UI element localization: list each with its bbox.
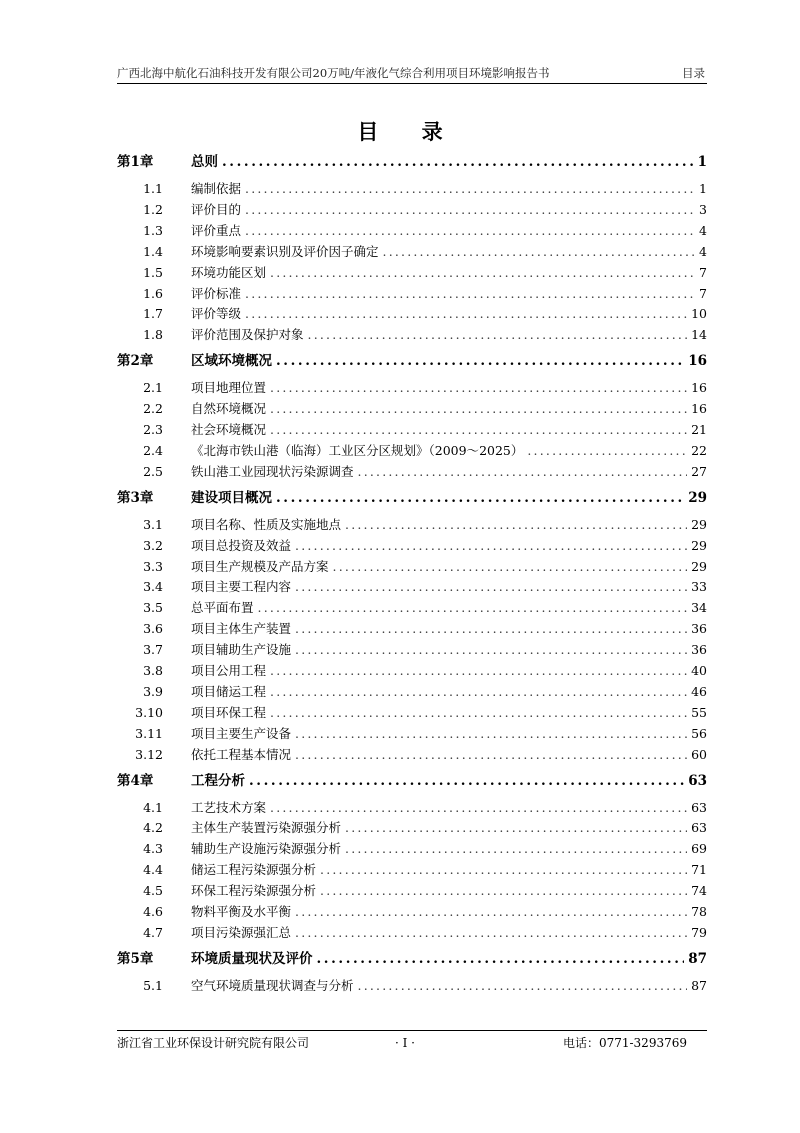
- toc-entry-title: 项目主体生产装置: [191, 621, 292, 637]
- toc-entry-title: 铁山港工业园现状污染源调查: [191, 463, 354, 479]
- footer-page-number: · I ·: [395, 1036, 415, 1050]
- toc-entry-number: 3.5: [143, 600, 163, 616]
- toc-entry-title: 项目储运工程: [191, 683, 267, 699]
- toc-entry-title: 辅助生产设施污染源强分析: [191, 841, 342, 857]
- toc-entry-number: 1.7: [143, 306, 163, 322]
- toc-entry-number: 3.12: [135, 746, 163, 762]
- page-title: 目 录: [357, 119, 461, 144]
- toc-entry-page: 3: [699, 201, 707, 217]
- toc-entry-page: 34: [691, 600, 707, 616]
- toc-entry-number: 3.8: [143, 663, 163, 678]
- toc-entry-number: 4.1: [143, 799, 163, 815]
- toc-dot-leader: [270, 660, 687, 681]
- toc-entry-page: 74: [691, 883, 707, 899]
- toc-dot-leader: [295, 535, 687, 556]
- toc-entry-page: 4: [699, 222, 707, 238]
- toc-entry-page: 29: [691, 558, 707, 574]
- toc-entry-title: 工程分析: [191, 772, 245, 789]
- toc-entry-title: 空气环境质量现状调查与分析: [191, 977, 354, 993]
- toc-entry-number: 1.8: [143, 327, 163, 343]
- toc-entry-page: 14: [691, 327, 707, 343]
- toc-entry-page: 33: [691, 579, 707, 595]
- toc-section-entry[interactable]: [117, 744, 707, 765]
- toc-entry-title: 项目名称、性质及实施地点: [191, 516, 342, 532]
- toc-entry-page: 27: [691, 463, 707, 479]
- toc-entry-number: 3.6: [143, 621, 163, 637]
- toc-entry-page: 36: [691, 621, 707, 637]
- toc-entry-number: 3.2: [143, 537, 163, 553]
- toc-entry-page: 63: [691, 820, 707, 836]
- toc-section-entry[interactable]: [117, 220, 707, 241]
- toc-dot-leader: [270, 262, 695, 283]
- toc-entry-page: 63: [688, 772, 707, 789]
- toc-entry-title: 社会环境概况: [191, 422, 267, 437]
- toc-dot-leader: [270, 681, 687, 702]
- toc-entry-title: 区域环境概况: [191, 353, 272, 370]
- toc-dot-leader: [270, 377, 687, 398]
- toc-entry-number: 2.4: [143, 442, 163, 458]
- toc-entry-number: 2.5: [143, 463, 163, 479]
- toc-dot-leader: [270, 702, 687, 723]
- toc-section-entry[interactable]: [117, 178, 707, 199]
- toc-dot-leader: [320, 859, 687, 880]
- toc-entry-page: 71: [691, 862, 707, 878]
- toc-entry-page: 87: [691, 977, 707, 993]
- footer-divider: [117, 1030, 707, 1031]
- running-footer: [117, 1034, 707, 1052]
- toc-entry-number: 3.4: [143, 579, 163, 595]
- toc-entry-page: 56: [691, 725, 707, 741]
- footer-company: 浙江省工业环保设计研究院有限公司: [117, 1036, 310, 1050]
- toc-dot-leader: [295, 744, 687, 765]
- toc-entry-page: 1: [697, 154, 707, 170]
- toc-section-entry[interactable]: [117, 199, 707, 220]
- toc-entry-title: 主体生产装置污染源强分析: [191, 820, 342, 836]
- header-report-title: 广西北海中航化石油科技开发有限公司20万吨/年液化气综合利用项目环境影响报告书: [117, 66, 550, 80]
- toc-section-entry[interactable]: [117, 283, 707, 304]
- toc-entry-number: 5.1: [143, 977, 163, 993]
- toc-entry-title: 项目公用工程: [191, 663, 267, 678]
- toc-entry-page: 69: [691, 841, 707, 857]
- toc-entry-page: 60: [691, 746, 707, 762]
- toc-entry-page: 22: [691, 442, 707, 458]
- toc-entry-number: 2.2: [143, 401, 163, 417]
- toc-dot-leader: [527, 440, 687, 461]
- toc-dot-leader: [295, 618, 687, 639]
- toc-entry-page: 29: [691, 516, 707, 532]
- toc-entry-number: 第2章: [117, 353, 154, 370]
- toc-dot-leader: [245, 283, 695, 304]
- toc-entry-page: 16: [691, 401, 707, 417]
- toc-section-entry[interactable]: [117, 324, 707, 345]
- toc-section-entry[interactable]: [117, 241, 707, 262]
- toc-entry-number: 第1章: [117, 154, 154, 170]
- toc-dot-leader: [270, 419, 687, 440]
- toc-entry-page: 55: [691, 704, 707, 720]
- toc-chapter-entry[interactable]: [117, 351, 707, 372]
- toc-entry-number: 1.3: [143, 222, 163, 238]
- toc-section-entry[interactable]: [117, 639, 707, 660]
- toc-dot-leader: [270, 398, 687, 419]
- toc-entry-title: 项目污染源强汇总: [191, 924, 292, 940]
- toc-dot-leader: [258, 597, 688, 618]
- toc-section-entry[interactable]: [117, 702, 707, 723]
- toc-section-entry[interactable]: [117, 514, 707, 535]
- toc-dot-leader: [245, 220, 695, 241]
- toc-section-entry[interactable]: [117, 901, 707, 922]
- toc-dot-leader: [249, 771, 684, 792]
- toc-entry-number: 4.6: [143, 904, 163, 919]
- toc-dot-leader: [276, 488, 684, 509]
- toc-section-entry[interactable]: [117, 303, 707, 324]
- toc-entry-title: 储运工程污染源强分析: [191, 862, 317, 878]
- toc-section-entry[interactable]: [117, 723, 707, 744]
- toc-section-entry[interactable]: [117, 880, 707, 901]
- toc-entry-page: 36: [691, 642, 707, 658]
- toc-section-entry[interactable]: [117, 797, 707, 818]
- toc-chapter-entry[interactable]: [117, 949, 707, 970]
- toc-dot-leader: [345, 838, 687, 859]
- footer-phone: 电话：0771-3293769: [562, 1036, 687, 1050]
- toc-entry-number: 4.2: [143, 820, 163, 836]
- toc-entry-page: 7: [699, 285, 707, 301]
- toc-section-entry[interactable]: [117, 597, 707, 618]
- toc-entry-number: 2.1: [143, 380, 163, 396]
- toc-dot-leader: [358, 461, 688, 482]
- toc-entry-title: 总平面布置: [191, 600, 254, 616]
- toc-entry-number: 1.4: [143, 243, 163, 259]
- toc-entry-title: 《北海市铁山港（临海）工业区分区规划》（2009～2025）: [191, 442, 524, 458]
- toc-entry-page: 40: [691, 663, 707, 678]
- toc-entry-page: 16: [688, 353, 707, 370]
- toc-entry-title: 环保工程污染源强分析: [191, 883, 317, 899]
- toc-entry-number: 2.3: [143, 422, 163, 437]
- running-header: [117, 64, 707, 82]
- toc-entry-title: 总则: [191, 154, 218, 170]
- toc-entry-page: 78: [691, 904, 707, 919]
- toc-dot-leader: [222, 152, 694, 173]
- toc-entry-page: 4: [699, 243, 707, 259]
- toc-dot-leader: [345, 514, 687, 535]
- toc-section-entry[interactable]: [117, 419, 707, 440]
- toc-dot-leader: [317, 949, 685, 970]
- toc-entry-title: 评价等级: [191, 306, 242, 322]
- header-section-name: 目录: [682, 66, 705, 80]
- toc-entry-number: 4.5: [143, 883, 163, 899]
- toc-section-entry[interactable]: [117, 660, 707, 681]
- toc-entry-number: 第3章: [117, 489, 154, 506]
- toc-dot-leader: [333, 556, 688, 577]
- toc-dot-leader: [295, 639, 687, 660]
- toc-entry-page: 63: [691, 799, 707, 815]
- toc-entry-title: 工艺技术方案: [191, 799, 267, 815]
- toc-section-entry[interactable]: [117, 377, 707, 398]
- toc-entry-number: 3.10: [135, 704, 163, 720]
- toc-entry-page: 10: [691, 306, 707, 322]
- toc-entry-title: 自然环境概况: [191, 401, 267, 417]
- toc-dot-leader: [295, 901, 687, 922]
- toc-dot-leader: [295, 922, 687, 943]
- toc-dot-leader: [345, 817, 687, 838]
- toc-dot-leader: [276, 351, 684, 372]
- toc-section-entry[interactable]: [117, 461, 707, 482]
- toc-entry-title: 评价目的: [191, 201, 242, 217]
- toc-entry-title: 项目主要工程内容: [191, 579, 292, 595]
- toc-entry-page: 46: [691, 683, 707, 699]
- toc-section-entry[interactable]: [117, 618, 707, 639]
- toc-section-entry[interactable]: [117, 556, 707, 577]
- toc-dot-leader: [320, 880, 687, 901]
- toc-entry-number: 第4章: [117, 772, 154, 789]
- toc-section-entry[interactable]: [117, 817, 707, 838]
- toc-entry-number: 第5章: [117, 950, 154, 967]
- toc-entry-title: 物料平衡及水平衡: [191, 904, 292, 919]
- toc-entry-title: 项目总投资及效益: [191, 537, 292, 553]
- toc-entry-title: 环境质量现状及评价: [191, 950, 313, 967]
- toc-dot-leader: [270, 797, 687, 818]
- toc-section-entry[interactable]: [117, 535, 707, 556]
- toc-chapter-entry[interactable]: [117, 488, 707, 509]
- toc-dot-leader: [358, 975, 688, 996]
- toc-entry-title: 项目生产规模及产品方案: [191, 558, 329, 574]
- toc-entry-page: 79: [691, 924, 707, 940]
- toc-dot-leader: [383, 241, 696, 262]
- toc-entry-number: 3.11: [135, 725, 163, 741]
- toc-dot-leader: [295, 576, 687, 597]
- toc-entry-title: 项目地理位置: [191, 380, 267, 396]
- toc-entry-title: 环境功能区划: [191, 264, 267, 280]
- toc-entry-title: 编制依据: [191, 181, 242, 196]
- toc-entry-number: 3.7: [143, 642, 163, 658]
- toc-section-entry[interactable]: [117, 398, 707, 419]
- toc-dot-leader: [295, 723, 687, 744]
- toc-chapter-entry[interactable]: [117, 771, 707, 792]
- toc-entry-title: 评价标准: [191, 285, 242, 301]
- toc-section-entry[interactable]: [117, 681, 707, 702]
- toc-entry-title: 依托工程基本情况: [191, 746, 292, 762]
- toc-entry-number: 1.1: [143, 181, 163, 196]
- toc-section-entry[interactable]: [117, 922, 707, 943]
- toc-entry-number: 3.9: [143, 683, 163, 699]
- toc-entry-title: 评价范围及保护对象: [191, 327, 304, 343]
- toc-entry-title: 项目主要生产设备: [191, 725, 292, 741]
- toc-section-entry[interactable]: [117, 576, 707, 597]
- toc-entry-number: 1.6: [143, 285, 163, 301]
- toc-entry-page: 29: [688, 489, 707, 506]
- toc-section-entry[interactable]: [117, 440, 707, 461]
- toc-entry-page: 1: [699, 181, 707, 196]
- toc-entry-number: 4.4: [143, 862, 163, 878]
- toc-section-entry[interactable]: [117, 859, 707, 880]
- toc-chapter-entry[interactable]: [117, 152, 707, 173]
- toc-entry-page: 7: [699, 264, 707, 280]
- toc-section-entry[interactable]: [117, 975, 707, 996]
- toc-entry-title: 环境影响要素识别及评价因子确定: [191, 243, 379, 259]
- toc-section-entry[interactable]: [117, 262, 707, 283]
- toc-entry-title: 评价重点: [191, 222, 242, 238]
- toc-dot-leader: [245, 303, 687, 324]
- toc-entry-title: 项目辅助生产设施: [191, 642, 292, 658]
- toc-entry-number: 3.3: [143, 558, 163, 574]
- toc-entry-number: 1.5: [143, 264, 163, 280]
- toc-section-entry[interactable]: [117, 838, 707, 859]
- toc-entry-number: 4.3: [143, 841, 163, 857]
- toc-entry-number: 3.1: [143, 516, 163, 532]
- toc-entry-number: 1.2: [143, 201, 163, 217]
- toc-dot-leader: [308, 324, 688, 345]
- toc-entry-page: 21: [691, 422, 707, 437]
- toc-entry-page: 29: [691, 537, 707, 553]
- toc-entry-page: 87: [688, 950, 707, 967]
- toc-entry-title: 建设项目概况: [191, 489, 272, 506]
- toc-entry-number: 4.7: [143, 924, 163, 940]
- toc-entry-page: 16: [691, 380, 707, 396]
- toc-dot-leader: [245, 199, 695, 220]
- toc-entry-title: 项目环保工程: [191, 704, 267, 720]
- header-divider: [117, 83, 707, 84]
- toc-dot-leader: [245, 178, 695, 199]
